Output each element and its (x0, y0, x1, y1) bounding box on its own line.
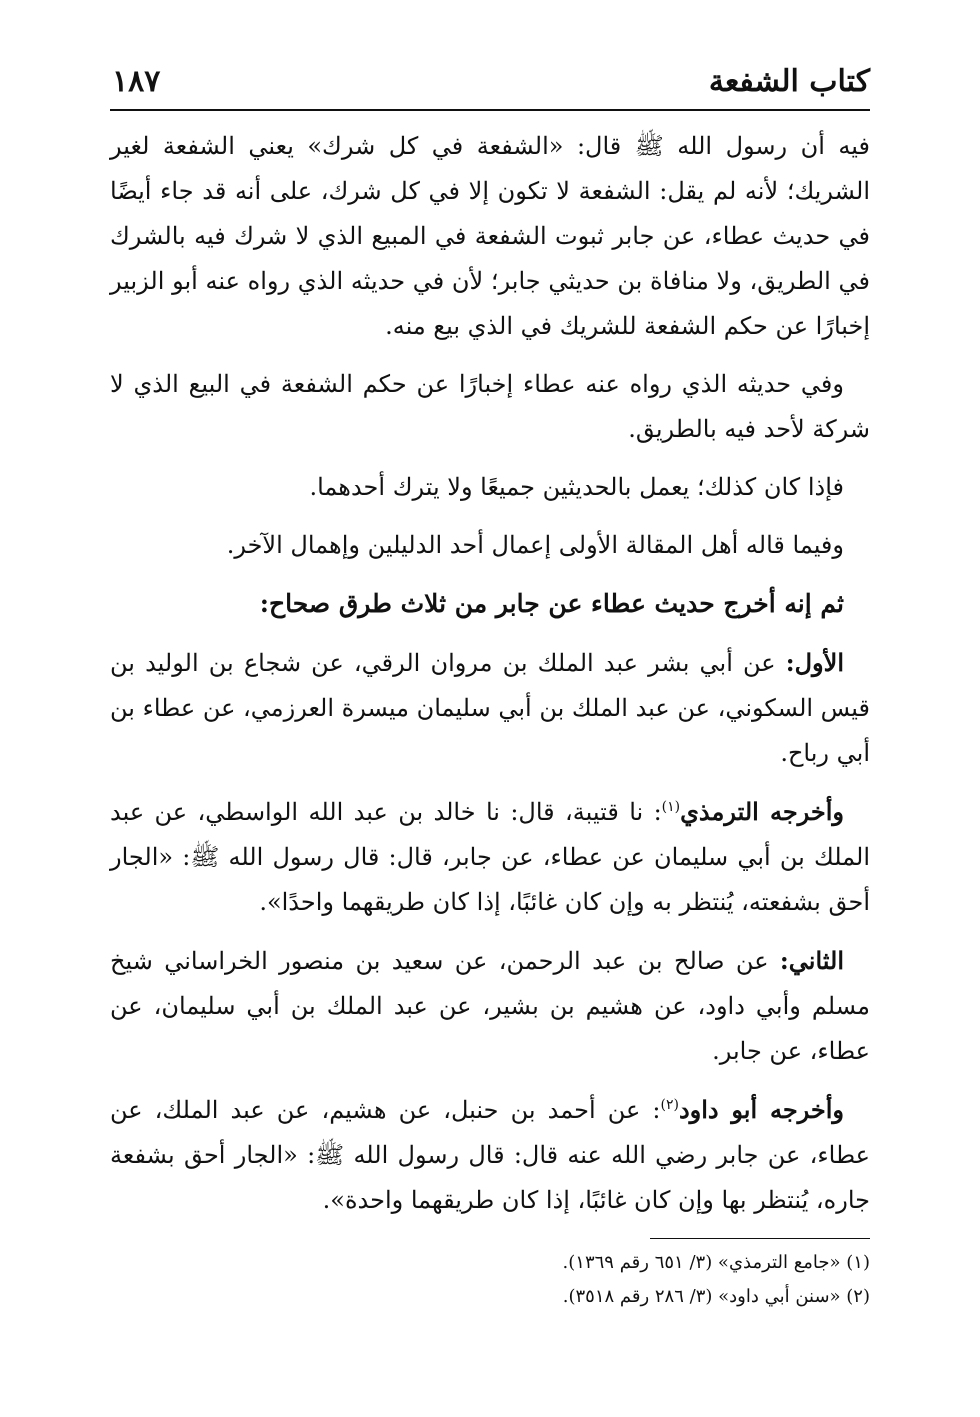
paragraph-abu-dawud: وأخرجه أبو داود$^{(٢)}$: عن أحمد بن حنبل، عن هشيم، عن عبد الملك، عن عطاء، عن جابر رضي الله عنه قال: قال رسول الله ﷺ: «الجار أحق بشفعة جاره، يُنتظر بها وإن كان غائبًا، إذا كان طريقهما واحدة». (110, 1095, 870, 1214)
paragraph-4: وفيما قاله أهل المقالة الأولى إعمال أحد الدليلين وإهمال الآخر. (226, 531, 844, 559)
paragraph-3: فإذا كان كذلك؛ يعمل بالحديثين جميعًا ولا يترك أحدهما. (309, 473, 844, 501)
chapter-title: كتاب الشفعة (708, 64, 870, 99)
paragraph-2: وفي حديثه الذي رواه عنه عطاء إخبارًا عن حكم الشفعة في البيع الذي لا شركة لأحد فيه بالطريق. (110, 370, 870, 443)
footnotes (110, 1246, 870, 1314)
lead-term: الثاني: (779, 946, 844, 975)
paragraph-1: فيه أن رسول الله ﷺ قال: «الشفعة في كل شرك» يعني الشفعة لغير الشريك؛ لأنه لم يقل: الشفعة لا تكون إلا في كل شرك، على أنه قد جاء أيضًا في حديث عطاء، عن جابر ثبوت الشفعة في المبيع الذي لا شرك فيه بالشرك في الطريق، ولا منافاة بن حديثي جابر؛ لأن في حديثه الذي رواه عنه أبو الزبير إخبارًا عن حكم الشفعة للشريك في الذي بيع منه. (110, 132, 871, 340)
paragraph-second-chain: الثاني: عن صالح بن عبد الرحمن، عن سعيد بن منصور الخراساني شيخ مسلم وأبي داود، عن هشيم بن بشير، عن عبد الملك بن أبي سليمان، عن عطاء، عن جابر. (110, 946, 870, 1065)
page-number: ١٨٧ (112, 64, 161, 99)
header-divider (110, 109, 870, 111)
footnote-marker[interactable]: (١) (661, 799, 681, 815)
running-header (110, 62, 870, 108)
lead-term: وأخرجه أبو داود (678, 1095, 844, 1124)
footnote-1: (١) «جامع الترمذي» (٣/ ٦٥١ رقم ١٣٦٩). (562, 1252, 870, 1273)
paragraph-first-chain: الأول: عن أبي بشر عبد الملك بن مروان الرقي، عن شجاع بن الوليد بن قيس السكوني، عن عبد الملك بن أبي سليمان ميسرة العرزمي، عن عطاء بن أبي رباح. (110, 648, 870, 767)
main-text (110, 124, 870, 1236)
footnote-2: (٢) «سنن أبي داود» (٣/ ٢٨٦ رقم ٣٥١٨). (562, 1286, 870, 1307)
lead-term: وأخرجه الترمذي (680, 797, 844, 826)
lead-term: الأول: (785, 648, 844, 677)
section-heading: ثم إنه أخرج حديث عطاء عن جابر من ثلاث طرق صحاح: (259, 589, 844, 618)
footnote-divider (650, 1238, 870, 1239)
footnote-marker[interactable]: (٢) (660, 1097, 679, 1113)
paragraph-tirmidhi: وأخرجه الترمذي$^{(١)}$: نا قتيبة، قال: نا خالد بن عبد الله الواسطي، عن عبد الملك بن أبي سليمان عن عطاء، عن جابر، قال: قال رسول الله ﷺ: «الجار أحق بشفعته، يُنتظر به وإن كان غائبًا، إذا كان طريقهما واحدًا». (110, 797, 870, 916)
